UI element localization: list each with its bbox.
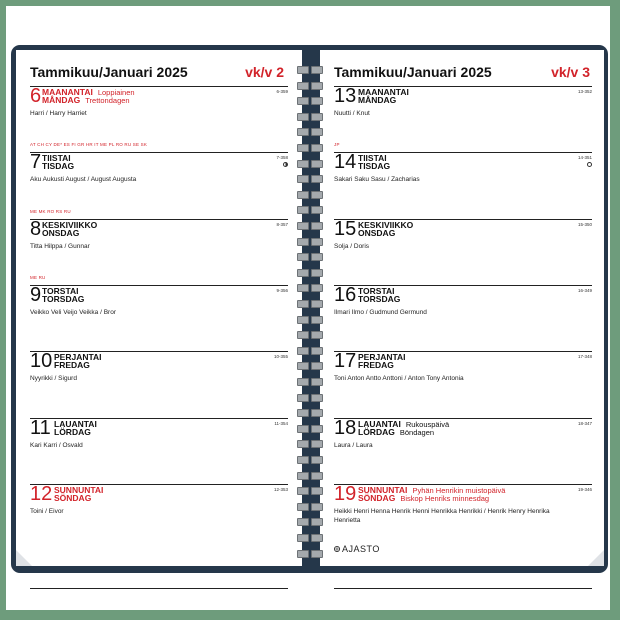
weekday-fi-label: SUNNUNTAI (358, 484, 408, 495)
weekday-sv (54, 361, 90, 370)
binding-ring (294, 425, 326, 433)
name-day: Aku Aukusti August / August Augusta (30, 176, 137, 184)
binding-ring (294, 362, 326, 370)
day-of-year: 14-351 (577, 155, 592, 161)
day-number: 8 (30, 217, 42, 240)
name-day: Harri / Harry Harriet (30, 110, 87, 117)
binding-ring (294, 487, 326, 495)
holiday-note-sv: Böndagen (399, 427, 435, 437)
binding-ring (294, 66, 326, 74)
weekday-sv-label: ONSDAG (42, 227, 80, 238)
day-number: 9 (30, 283, 42, 306)
day-number: 15 (334, 217, 357, 240)
left-week-label: vk/v 2 (245, 64, 284, 80)
weekday-sv-label: TISDAG (42, 161, 75, 172)
weekday-sv-label: LÖRDAG (358, 426, 395, 437)
binding-ring (294, 222, 326, 230)
day-entry[interactable] (334, 351, 592, 418)
binding-ring (294, 300, 326, 308)
day-number: 17 (334, 350, 357, 373)
binding-ring (294, 144, 326, 152)
day-of-year: 10-355 (273, 354, 288, 360)
day-entry[interactable] (334, 142, 592, 219)
binding-ring (294, 175, 326, 183)
name-day: Toni Anton Antto Anttoni / Anton Tony Antonia (334, 375, 464, 383)
binding-ring (294, 97, 326, 105)
day-entry[interactable] (30, 484, 288, 551)
country-abbr: ME RU (30, 274, 46, 280)
binding-ring (294, 394, 326, 402)
day-entry[interactable] (334, 219, 592, 286)
weekday-sv-label: SÖNDAG (54, 492, 92, 503)
page-bottom-line (334, 588, 592, 589)
weekday-sv (54, 428, 91, 437)
weekday-sv (358, 494, 489, 503)
day-of-year: 18-347 (577, 420, 592, 426)
name-day: Laura / Laura (334, 441, 373, 449)
day-number: 19 (334, 482, 357, 505)
day-of-year: 17-348 (577, 354, 592, 360)
weekday-sv (358, 162, 390, 171)
name-day: Nuutti / Knut (334, 110, 370, 117)
day-of-year: 7-358 (276, 155, 288, 161)
name-day: Veikko Veli Veijo Veikka / Bror (30, 308, 116, 316)
full-moon-icon (587, 162, 592, 167)
binding-ring (294, 503, 326, 511)
country-abbr: AT CH CY DE* ES FI GR HR IT ME PL RO RU SE SK (30, 142, 148, 148)
day-of-year: 9-356 (276, 287, 288, 293)
weekday-sv-label: TORSDAG (42, 293, 85, 304)
weekday-sv-label: LÖRDAG (54, 426, 91, 437)
name-day: Toini / Eivor (30, 507, 64, 515)
ajasto-logo-icon (334, 546, 340, 552)
binding-ring (294, 253, 326, 261)
brand-logo (334, 544, 380, 554)
name-day: Sakari Saku Sasu / Zacharias (334, 176, 420, 184)
name-day: Titta Hilppa / Gunnar (30, 242, 90, 250)
holiday-note-fi: Loppiainen (97, 88, 135, 97)
binding-ring (294, 238, 326, 246)
holiday-note-fi: Pyhän Henrikin muistopäivä (412, 485, 506, 495)
binding-ring (294, 347, 326, 355)
left-page-title: Tammikuu/Januari 2025 (30, 64, 188, 80)
day-entry[interactable] (30, 208, 288, 286)
binding-ring (294, 456, 326, 464)
binding-ring (294, 191, 326, 199)
weekday-sv-label: SÖNDAG (358, 492, 396, 503)
weekday-fi-label: LAUANTAI (358, 418, 401, 429)
weekday-fi-label: TORSTAI (358, 285, 395, 296)
day-number: 13 (334, 85, 357, 107)
country-abbr: JP (334, 142, 340, 148)
day-number: 10 (30, 350, 53, 373)
weekday-fi-label: KESKIVIIKKO (42, 219, 98, 230)
weekday-sv (54, 494, 91, 503)
day-of-year: 15-350 (577, 221, 592, 227)
weekday-sv (42, 295, 84, 304)
binding-ring (294, 534, 326, 542)
name-day: Kari Karri / Osvald (30, 441, 83, 449)
weekday-fi-label: SUNNUNTAI (54, 484, 104, 495)
binding-ring (294, 440, 326, 448)
weekday-sv (358, 428, 434, 437)
right-week-label: vk/v 3 (551, 64, 590, 80)
binding-ring (294, 316, 326, 324)
weekday-sv-label: ONSDAG (358, 227, 396, 238)
weekday-sv-label: TORSDAG (358, 293, 401, 304)
weekday-fi-label: PERJANTAI (54, 352, 102, 363)
right-page-title: Tammikuu/Januari 2025 (334, 64, 492, 80)
page-corner (588, 550, 604, 566)
weekday-sv (358, 295, 400, 304)
binding-ring (294, 409, 326, 417)
day-of-year: 13-352 (577, 89, 592, 94)
day-number: 11 (30, 416, 51, 439)
holiday-note-fi: Rukouspäivä (405, 419, 450, 429)
weekday-fi-label: TIISTAI (42, 153, 71, 164)
weekday-sv (358, 361, 394, 370)
day-of-year: 19-346 (577, 486, 592, 492)
binding-ring (294, 518, 326, 526)
day-of-year: 8-357 (276, 221, 288, 227)
weekday-sv-label: MÅNDAG (42, 95, 81, 105)
weekday-sv-label: FREDAG (358, 360, 394, 371)
weekday-fi-label: MAANANTAI (358, 87, 409, 97)
day-entry[interactable] (334, 418, 592, 485)
weekday-sv (42, 162, 74, 171)
name-day: Heikki Henri Henna Henrik Henni Henrikka Henrikki / Henrik Henry Henrika Henrietta (334, 507, 550, 524)
binding-ring (294, 472, 326, 480)
name-day: Ilmari Ilmo / Gudmund Germund (334, 308, 427, 316)
day-of-year: 16-349 (577, 287, 592, 293)
binding-ring (294, 550, 326, 558)
weekday-sv-label: MÅNDAG (358, 95, 397, 105)
weekday-fi-label: MAANANTAI (42, 87, 93, 97)
day-entry[interactable] (334, 86, 592, 153)
binding-ring (294, 128, 326, 136)
day-entry[interactable] (30, 418, 288, 485)
day-of-year: 12-353 (273, 486, 288, 492)
weekday-sv (42, 96, 130, 105)
binding-ring (294, 160, 326, 168)
binding-ring (294, 284, 326, 292)
binding-ring (294, 378, 326, 386)
weekday-sv-label: TISDAG (358, 161, 391, 172)
weekday-sv-label: FREDAG (54, 360, 90, 371)
day-entry[interactable] (334, 285, 592, 352)
name-day: Solja / Doris (334, 242, 370, 250)
page-bottom-line (30, 588, 288, 589)
weekday-fi-label: TORSTAI (42, 285, 79, 296)
left-page (16, 50, 302, 566)
day-entry[interactable] (30, 274, 288, 352)
brand-name: AJASTO (342, 544, 380, 554)
day-entry[interactable] (30, 351, 288, 418)
weekday-fi-label: PERJANTAI (358, 352, 406, 363)
page-corner (16, 550, 32, 566)
weekday-fi-label: LAUANTAI (54, 418, 97, 429)
binding-ring (294, 113, 326, 121)
weekday-sv (358, 229, 395, 238)
day-number: 18 (334, 416, 357, 439)
holiday-note-sv: Biskop Henriks minnesdag (400, 493, 490, 503)
day-of-year: 6-359 (276, 89, 288, 94)
day-number: 6 (30, 85, 42, 107)
binding-ring (294, 82, 326, 90)
right-page (320, 50, 604, 566)
day-number: 16 (334, 283, 357, 306)
name-day: Nyyrikki / Sigurd (30, 375, 77, 383)
binding-ring (294, 206, 326, 214)
weekday-sv (358, 96, 396, 105)
weekday-fi-label: KESKIVIIKKO (358, 219, 414, 230)
holiday-note-sv: Trettondagen (85, 96, 130, 105)
day-entry[interactable] (334, 484, 592, 551)
first-quarter-moon-icon (283, 162, 288, 167)
day-number: 7 (30, 151, 42, 174)
day-number: 12 (30, 482, 53, 505)
weekday-sv (42, 229, 79, 238)
binding-ring (294, 269, 326, 277)
country-abbr: ME MK RO RS RU (30, 208, 71, 214)
binding-ring (294, 331, 326, 339)
day-number: 14 (334, 151, 357, 174)
day-of-year: 11-354 (274, 420, 288, 426)
weekday-fi-label: TIISTAI (358, 153, 387, 164)
